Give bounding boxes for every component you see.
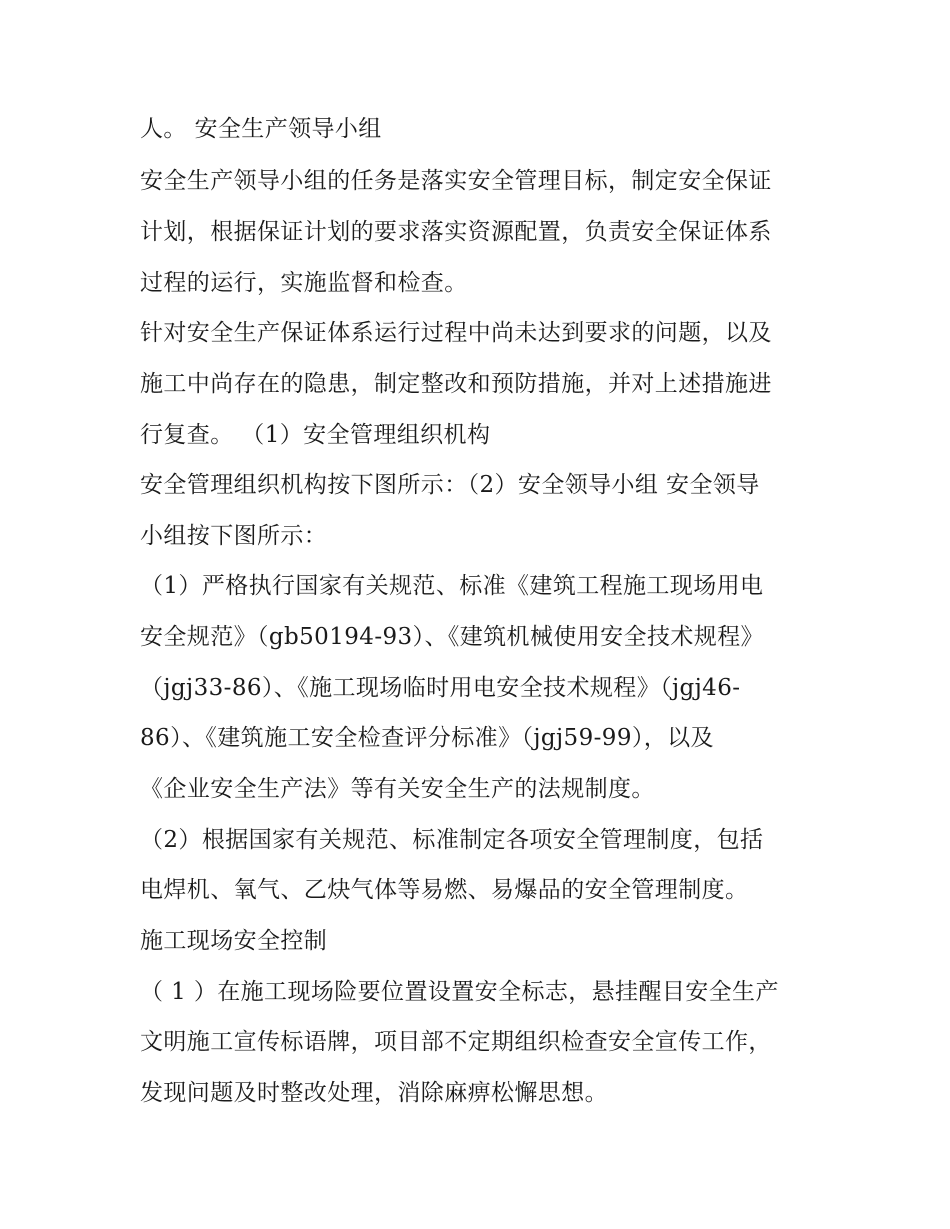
text-line: 安全规范》（gb50194-93）、《建筑机械使用安全技术规程》 [140,624,764,650]
text-line: 文明施工宣传标语牌，项目部不定期组织检查安全宣传工作， [140,1029,772,1055]
text-line: 86）、《建筑施工安全检查评分标准》（jgj59-99），以及 [140,725,714,751]
text-line: 针对安全生产保证体系运行过程中尚未达到要求的问题，以及 [140,320,772,346]
text-line: 行复查。 （1）安全管理组织机构 [140,422,491,448]
text-line: 施工现场安全控制 [140,928,328,954]
text-line: 安全管理组织机构按下图所示：（2）安全领导小组 安全领导 [140,472,760,498]
text-line: 《企业安全生产法》等有关安全生产的法规制度。 [140,776,655,802]
text-line: 小组按下图所示： [140,523,328,549]
text-line: （1）严格执行国家有关规范、标准《建筑工程施工现场用电 [140,573,764,599]
text-line: 施工中尚存在的隐患，制定整改和预防措施，并对上述措施进 [140,371,772,397]
text-line: 计划，根据保证计划的要求落实资源配置，负责安全保证体系 [140,219,772,245]
text-line: 电焊机、氧气、乙炔气体等易燃、易爆品的安全管理制度。 [140,877,749,903]
text-line: （2）根据国家有关规范、标准制定各项安全管理制度，包括 [140,827,764,853]
text-line: （ 1 ）在施工现场险要位置设置安全标志，悬挂醒目安全生产 [140,979,779,1005]
text-line: 人。 安全生产领导小组 [140,116,382,142]
text-line: 发现问题及时整改处理，消除麻痹松懈思想。 [140,1080,608,1106]
text-line: 安全生产领导小组的任务是落实安全管理目标，制定安全保证 [140,168,772,194]
text-line: 过程的运行，实施监督和检查。 [140,270,468,296]
text-line: （jgj33-86）、《施工现场临时用电安全技术规程》（jgj46- [140,675,741,701]
